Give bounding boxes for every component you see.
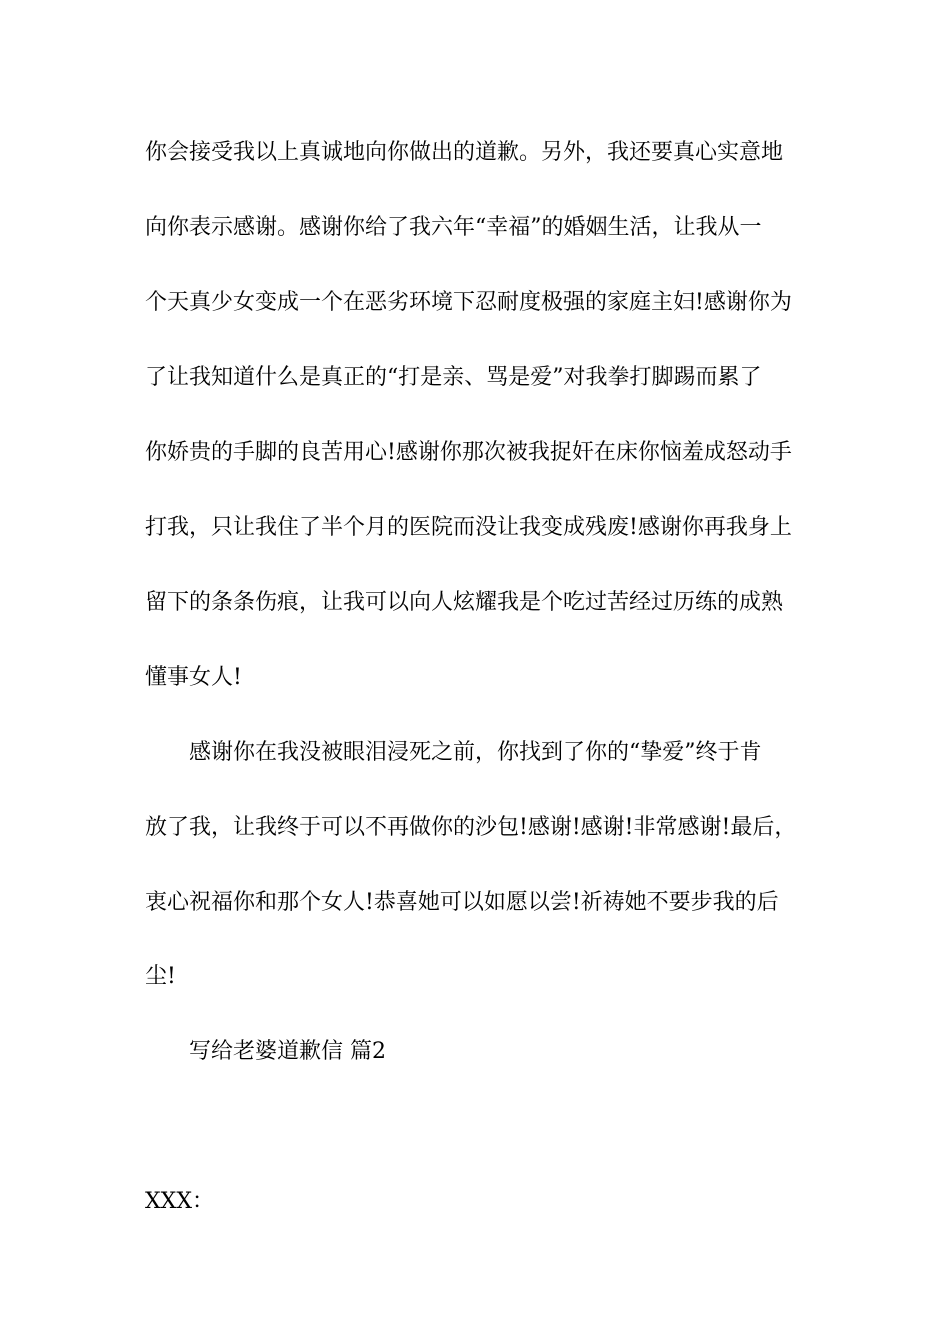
- paragraph-1-line-7: 留下的条条伤痕，让我可以向人炫耀我是个吃过苦经过历练的成熟: [145, 590, 784, 615]
- paragraph-1-line-1: 你会接受我以上真诚地向你做出的道歉。另外，我还要真心实意地: [145, 140, 784, 165]
- paragraph-1-line-4: 了让我知道什么是真正的“打是亲、骂是爱”对我拳打脚踢而累了: [145, 365, 762, 390]
- paragraph-2-line-3: 衷心祝福你和那个女人!恭喜她可以如愿以尝!祈祷她不要步我的后: [145, 890, 779, 915]
- paragraph-2-line-1: 感谢你在我没被眼泪浸死之前，你找到了你的“挚爱”终于肯: [189, 740, 762, 765]
- section-heading: 写给老婆道歉信 篇2: [189, 1039, 386, 1064]
- paragraph-2-line-2: 放了我，让我终于可以不再做你的沙包!感谢!感谢!非常感谢!最后，: [145, 815, 797, 840]
- salutation: XXX：: [145, 1189, 214, 1214]
- paragraph-2-line-4: 尘!: [145, 964, 176, 989]
- paragraph-1-line-8: 懂事女人!: [145, 665, 242, 690]
- paragraph-1-line-3: 个天真少女变成一个在恶劣环境下忍耐度极强的家庭主妇!感谢你为: [145, 290, 792, 315]
- paragraph-1-line-2: 向你表示感谢。感谢你给了我六年“幸福”的婚姻生活，让我从一: [145, 215, 762, 240]
- paragraph-1-line-5: 你娇贵的手脚的良苦用心!感谢你那次被我捉奸在床你恼羞成怒动手: [145, 440, 792, 465]
- paragraph-1-line-6: 打我，只让我住了半个月的医院而没让我变成残废!感谢你再我身上: [145, 515, 792, 540]
